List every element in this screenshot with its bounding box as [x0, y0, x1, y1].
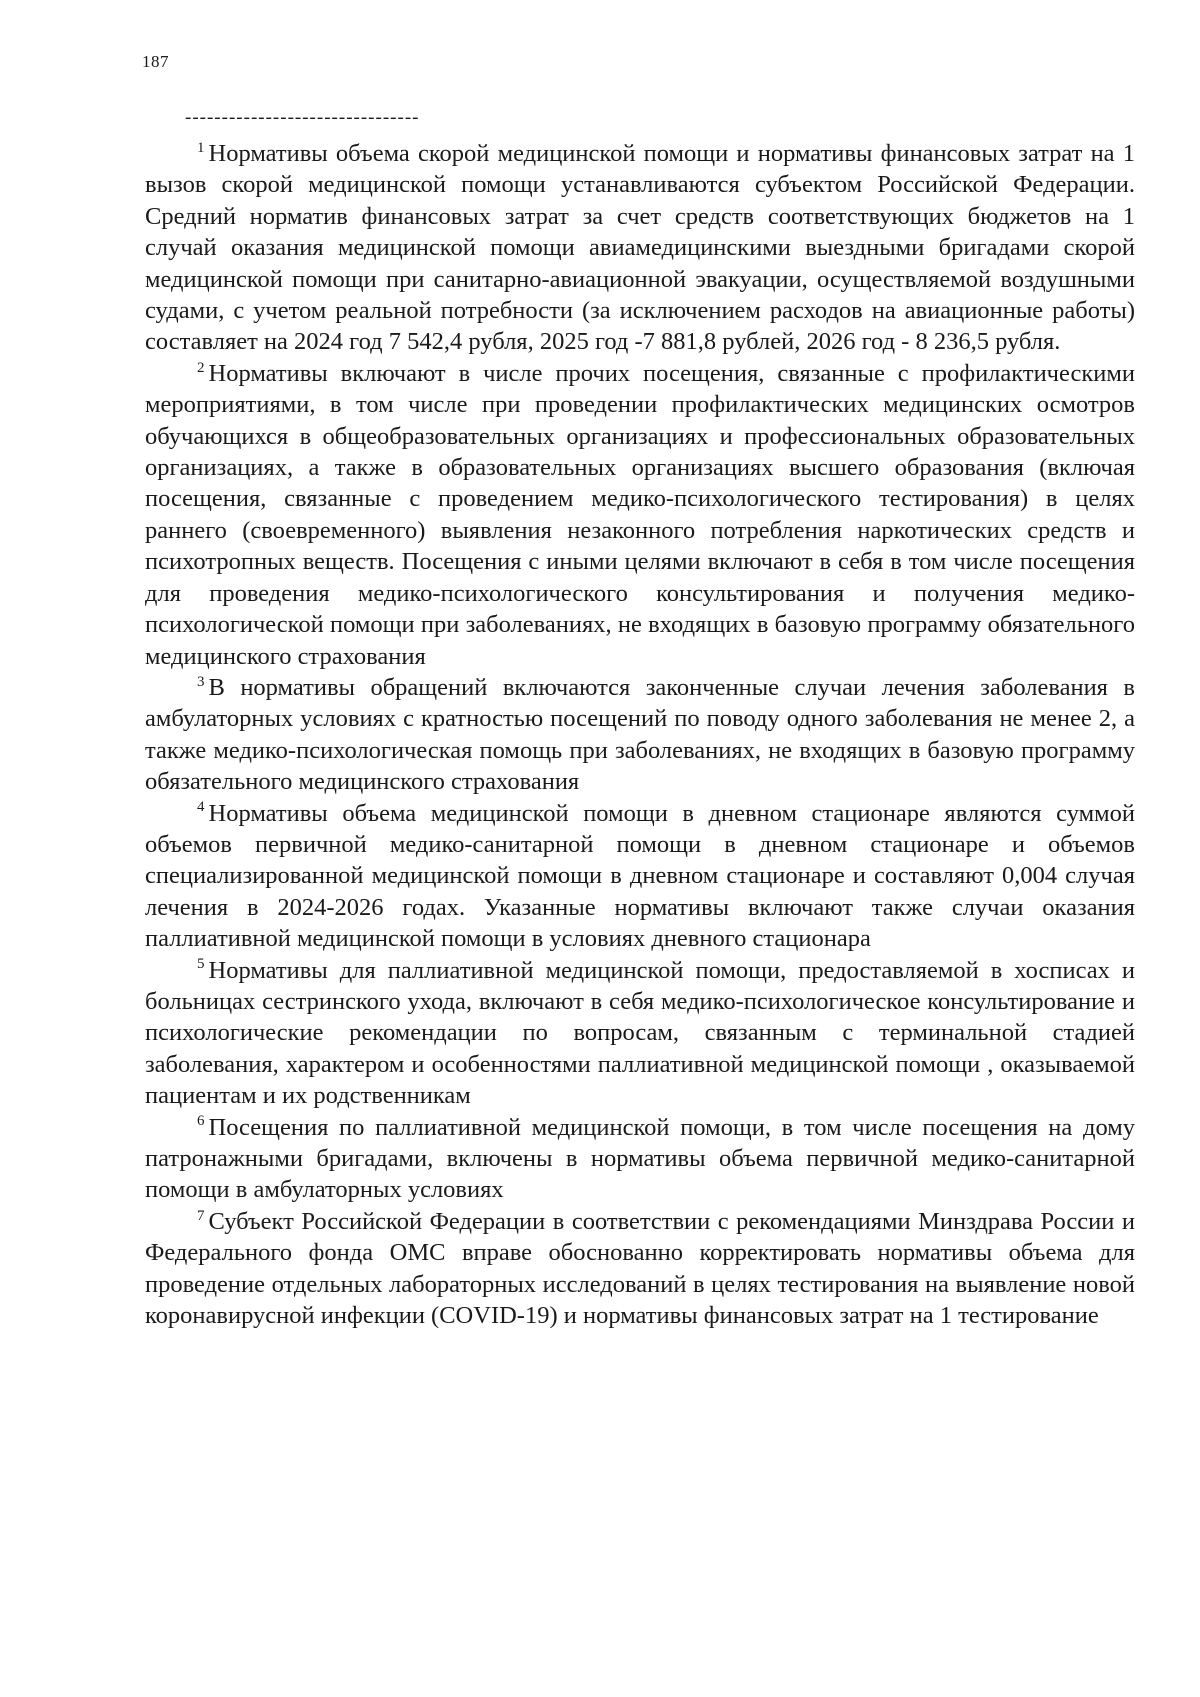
- footnote-text: Посещения по паллиативной медицинской помощи, в том числе посещения на дому патронажными бригадами, включены в нормативы объема первичной медико-санитарной помощи в амбулаторных условиях: [145, 1113, 1135, 1204]
- footnote-text: Субъект Российской Федерации в соответствии с рекомендациями Минздрава России и Федерального фонда ОМС вправе обоснованно корректировать нормативы объема для проведение отдельных лабораторных исследований в целях тестирования на выявление новой коронавирусной инфекции (COVID-19) и нормативы финансовых затрат на 1 тестирование: [145, 1207, 1135, 1330]
- footnote-mark: 7: [197, 1207, 205, 1224]
- footnote-mark: 3: [197, 673, 205, 690]
- footnote-text: Нормативы включают в числе прочих посещения, связанные с профилактическими мероприятиями, в том числе при проведении профилактических медицинских осмотров обучающихся в общеобразовательных организациях и профессиональных образовательных организациях, а также в образовательных организациях высшего образования (включая посещения, связанные с проведением медико-психологического тестирования) в целях раннего (своевременного) выявления незаконного потребления наркотических средств и психотропных веществ. Посещения с иными целями включают в себя в том числе посещения для проведения медико-психологического консультирования и получения медико-психологической помощи при заболеваниях, не входящих в базовую программу обязательного медицинского страхования: [145, 359, 1135, 670]
- footnotes-section: [145, 138, 1135, 1331]
- footnote-text: Нормативы объема скорой медицинской помощи и нормативы финансовых затрат на 1 вызов скорой медицинской помощи устанавливаются субъектом Российской Федерации. Средний норматив финансовых затрат за счет средств соответствующих бюджетов на 1 случай оказания медицинской помощи авиамедицинскими выездными бригадами скорой медицинской помощи при санитарно-авиационной эвакуации, осуществляемой воздушными судами, с учетом реальной потребности (за исключением расходов на авиационные работы) составляет на 2024 год 7 542,4 рубля, 2025 год -7 881,8 рублей, 2026 год - 8 236,5 рубля.: [145, 140, 1135, 356]
- footnote-6: [145, 1112, 1135, 1206]
- footnote-7: [145, 1206, 1135, 1332]
- footnote-text: В нормативы обращений включаются законченные случаи лечения заболевания в амбулаторных условиях с кратностью посещений по поводу одного заболевания не менее 2, а также медико-психологическая помощь при заболеваниях, не входящих в базовую программу обязательного медицинского страхования: [145, 673, 1135, 796]
- page-number: 187: [142, 52, 169, 71]
- footnote-1: [145, 138, 1135, 358]
- footnote-text: Нормативы объема медицинской помощи в дневном стационаре являются суммой объемов первичной медико-санитарной помощи в дневном стационаре и объемов специализированной медицинской помощи в дневном стационаре и составляют 0,004 случая лечения в 2024-2026 годах. Указанные нормативы включают также случаи оказания паллиативной медицинской помощи в условиях дневного стационара: [145, 799, 1135, 953]
- footnote-mark: 6: [197, 1113, 205, 1130]
- footnote-mark: 1: [197, 139, 205, 156]
- footnote-mark: 5: [197, 956, 205, 973]
- footnote-mark: 2: [197, 359, 205, 376]
- footnote-3: [145, 672, 1135, 798]
- footnote-text: Нормативы для паллиативной медицинской помощи, предоставляемой в хосписах и больницах сестринского ухода, включают в себя медико-психологическое консультирование и психологические рекомендации по вопросам, связанным с терминальной стадией заболевания, характером и особенностями паллиативной медицинской помощи , оказываемой пациентам и их родственникам: [145, 956, 1135, 1110]
- footnote-5: [145, 955, 1135, 1112]
- footnote-2: [145, 358, 1135, 672]
- footnote-4: [145, 798, 1135, 955]
- footnote-mark: 4: [197, 799, 205, 816]
- footnote-separator: --------------------------------: [185, 107, 420, 128]
